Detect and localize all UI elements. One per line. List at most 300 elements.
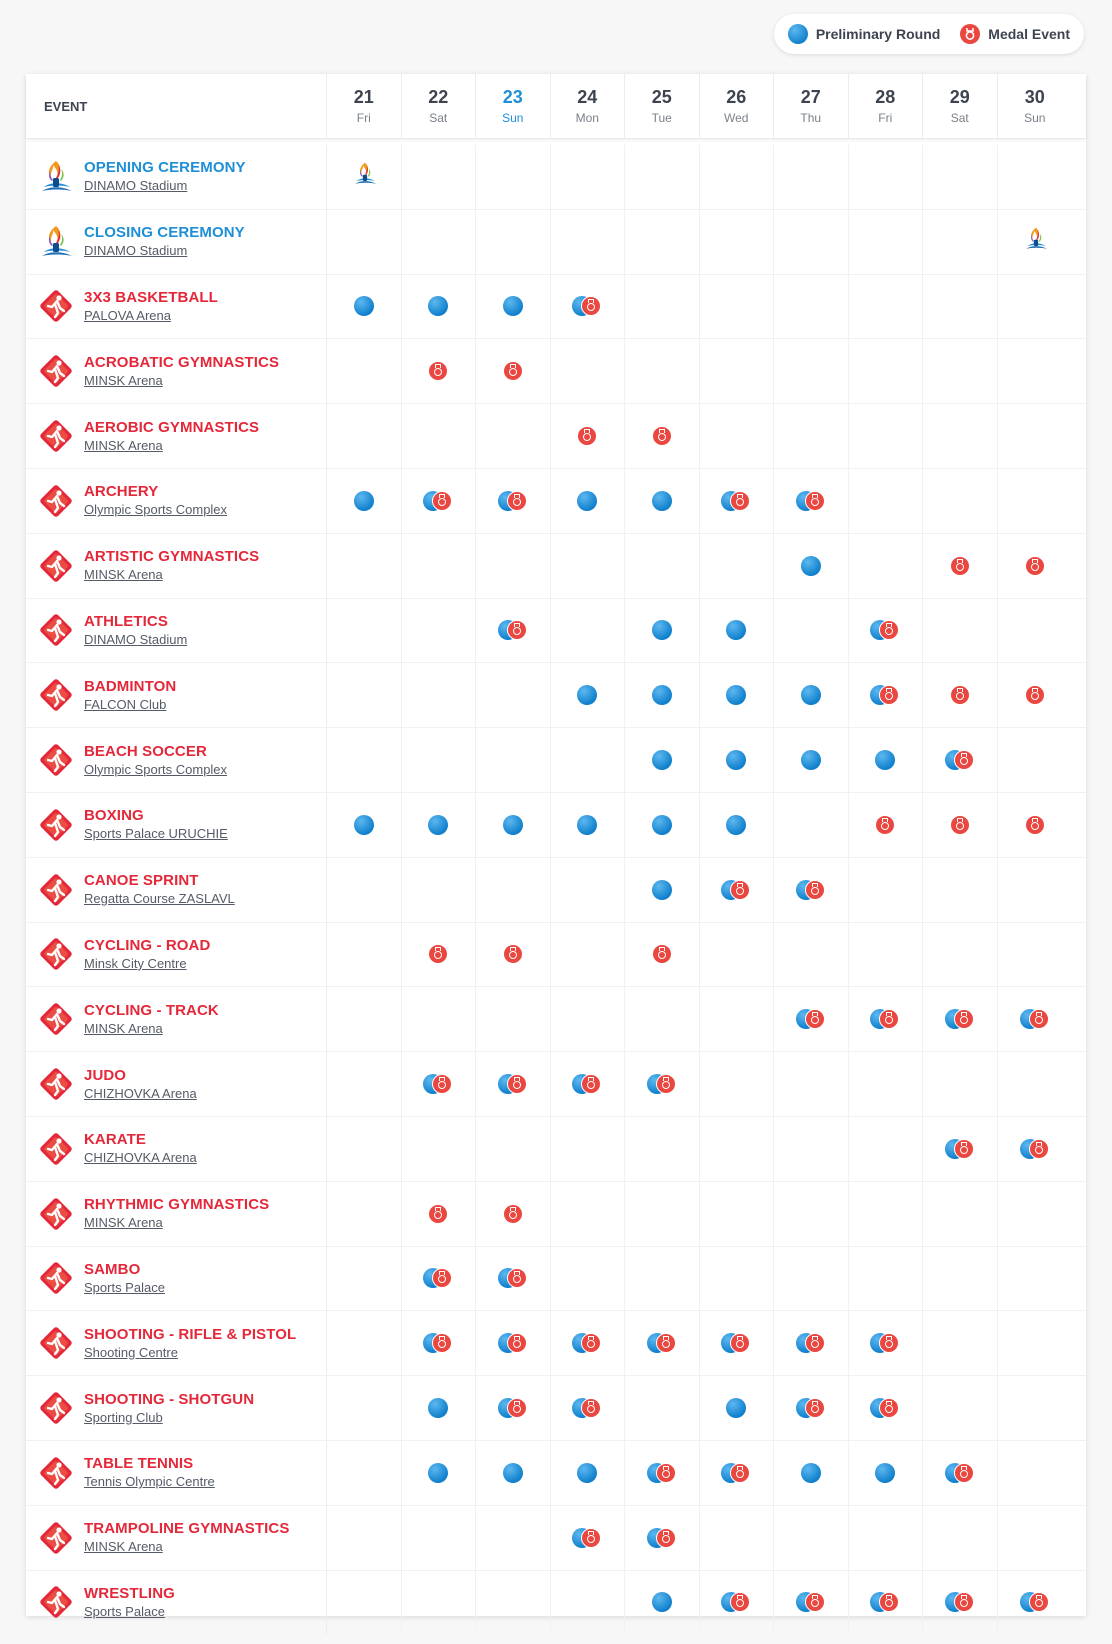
day-cell-23 bbox=[476, 534, 551, 598]
day-cell-25 bbox=[625, 1376, 700, 1440]
sport-pictogram-icon bbox=[36, 934, 76, 974]
medal-icon bbox=[581, 1333, 601, 1353]
day-cell-25 bbox=[625, 858, 700, 922]
venue-link[interactable]: MINSK Arena bbox=[84, 1020, 163, 1036]
day-number: 30 bbox=[1024, 87, 1045, 107]
preliminary-and-medal-marker[interactable] bbox=[869, 1008, 901, 1030]
day-cell-28 bbox=[849, 1376, 924, 1440]
table-row bbox=[26, 923, 1086, 988]
medal-icon bbox=[1025, 556, 1045, 576]
event-name[interactable]: SHOOTING - RIFLE & PISTOL bbox=[84, 1325, 297, 1343]
preliminary-and-medal-marker[interactable] bbox=[571, 1073, 603, 1095]
day-cell-28 bbox=[849, 858, 924, 922]
preliminary-and-medal-marker[interactable] bbox=[422, 1332, 454, 1354]
day-number: 25 bbox=[651, 87, 672, 107]
medal-marker[interactable] bbox=[1019, 684, 1051, 706]
event-name[interactable]: ARTISTIC GYMNASTICS bbox=[84, 548, 260, 566]
schedule-table bbox=[26, 74, 1086, 1619]
preliminary-marker[interactable] bbox=[795, 749, 827, 771]
table-row bbox=[26, 987, 1086, 1052]
event-cell bbox=[26, 728, 327, 792]
event-cell bbox=[26, 275, 327, 339]
day-cell-27 bbox=[774, 1506, 849, 1570]
preliminary-dot-icon bbox=[577, 1463, 597, 1483]
day-cell-24 bbox=[551, 275, 626, 339]
event-name[interactable]: SHOOTING - SHOTGUN bbox=[84, 1390, 255, 1408]
day-header-26 bbox=[700, 74, 775, 138]
day-cell-22 bbox=[402, 534, 477, 598]
preliminary-and-medal-marker[interactable] bbox=[795, 879, 827, 901]
day-number: 29 bbox=[949, 87, 970, 107]
day-cell-23 bbox=[476, 1247, 551, 1311]
day-cell-22 bbox=[402, 145, 477, 209]
day-cell-27 bbox=[774, 1247, 849, 1311]
medal-icon bbox=[960, 24, 980, 44]
day-weekday: Thu bbox=[800, 111, 822, 125]
event-name[interactable]: TABLE TENNIS bbox=[84, 1455, 194, 1473]
venue-link[interactable]: Sporting Club bbox=[84, 1409, 163, 1425]
preliminary-and-medal-marker[interactable] bbox=[497, 1073, 529, 1095]
event-name[interactable]: CANOE SPRINT bbox=[84, 872, 199, 890]
day-header-29 bbox=[923, 74, 998, 138]
sport-pictogram-icon bbox=[36, 675, 76, 715]
preliminary-and-medal-marker[interactable] bbox=[422, 1073, 454, 1095]
medal-marker[interactable] bbox=[422, 943, 454, 965]
preliminary-and-medal-marker[interactable] bbox=[422, 1267, 454, 1289]
medal-icon bbox=[954, 1009, 974, 1029]
medal-icon bbox=[581, 1528, 601, 1548]
event-cell bbox=[26, 404, 327, 468]
event-name[interactable]: ATHLETICS bbox=[84, 612, 168, 630]
day-cell-30 bbox=[998, 145, 1073, 209]
event-cell bbox=[26, 1117, 327, 1181]
day-cell-27 bbox=[774, 663, 849, 727]
medal-marker[interactable] bbox=[497, 360, 529, 382]
venue-link[interactable]: Sports Palace bbox=[84, 1279, 165, 1295]
preliminary-and-medal-marker[interactable] bbox=[497, 1397, 529, 1419]
day-cell-25 bbox=[625, 1441, 700, 1505]
preliminary-marker[interactable] bbox=[720, 1397, 752, 1419]
day-cell-26 bbox=[700, 923, 775, 987]
day-cell-30 bbox=[998, 793, 1073, 857]
day-cell-27 bbox=[774, 404, 849, 468]
preliminary-and-medal-marker[interactable] bbox=[1019, 1008, 1051, 1030]
preliminary-marker[interactable] bbox=[720, 619, 752, 641]
day-cell-25 bbox=[625, 1311, 700, 1375]
day-cell-26 bbox=[700, 275, 775, 339]
day-cell-26 bbox=[700, 1376, 775, 1440]
venue-link[interactable]: MINSK Arena bbox=[84, 1539, 163, 1555]
day-cell-21 bbox=[327, 663, 402, 727]
ceremony-icon bbox=[1022, 225, 1048, 259]
medal-marker[interactable] bbox=[944, 684, 976, 706]
preliminary-dot-icon bbox=[726, 620, 746, 640]
venue-link[interactable]: DINAMO Stadium bbox=[84, 631, 188, 647]
medal-icon bbox=[581, 296, 601, 316]
venue-link[interactable]: MINSK Arena bbox=[84, 567, 163, 583]
preliminary-and-medal-marker[interactable] bbox=[944, 1462, 976, 1484]
venue-link[interactable]: MINSK Arena bbox=[84, 1215, 163, 1231]
venue-link[interactable]: MINSK Arena bbox=[84, 372, 163, 388]
event-name[interactable]: BADMINTON bbox=[84, 677, 177, 695]
medal-marker[interactable] bbox=[571, 425, 603, 447]
medal-marker[interactable] bbox=[1019, 814, 1051, 836]
preliminary-marker[interactable] bbox=[497, 814, 529, 836]
venue-link[interactable]: FALCON Club bbox=[84, 696, 167, 712]
day-cell-29 bbox=[923, 404, 998, 468]
day-cell-22 bbox=[402, 339, 477, 403]
medal-icon bbox=[581, 1074, 601, 1094]
event-name[interactable]: ACROBATIC GYMNASTICS bbox=[84, 353, 280, 371]
medal-icon bbox=[1025, 685, 1045, 705]
day-cell-25 bbox=[625, 987, 700, 1051]
preliminary-marker[interactable] bbox=[571, 814, 603, 836]
day-cell-24 bbox=[551, 858, 626, 922]
medal-icon bbox=[879, 685, 899, 705]
event-name[interactable]: CYCLING - ROAD bbox=[84, 936, 211, 954]
medal-marker[interactable] bbox=[497, 1203, 529, 1225]
preliminary-and-medal-marker[interactable] bbox=[646, 1332, 678, 1354]
event-column-header: EVENT bbox=[26, 74, 327, 138]
preliminary-marker[interactable] bbox=[869, 1462, 901, 1484]
day-cell-22 bbox=[402, 1182, 477, 1246]
day-cell-24 bbox=[551, 1182, 626, 1246]
preliminary-marker[interactable] bbox=[348, 490, 380, 512]
day-cell-24 bbox=[551, 663, 626, 727]
preliminary-and-medal-marker[interactable] bbox=[497, 619, 529, 641]
day-header-24 bbox=[551, 74, 626, 138]
medal-icon bbox=[507, 491, 527, 511]
sport-pictogram-icon bbox=[36, 1323, 76, 1363]
day-cell-25 bbox=[625, 275, 700, 339]
event-cell bbox=[26, 1311, 327, 1375]
day-cell-30 bbox=[998, 1441, 1073, 1505]
preliminary-marker[interactable] bbox=[348, 814, 380, 836]
day-cell-30 bbox=[998, 1247, 1073, 1311]
day-cell-28 bbox=[849, 339, 924, 403]
table-row bbox=[26, 534, 1086, 599]
day-cell-29 bbox=[923, 1311, 998, 1375]
venue-link[interactable]: Regatta Course ZASLAVL bbox=[84, 891, 235, 907]
preliminary-marker[interactable] bbox=[571, 1462, 603, 1484]
preliminary-dot-icon bbox=[652, 1592, 672, 1612]
preliminary-and-medal-marker[interactable] bbox=[869, 1332, 901, 1354]
day-cell-29 bbox=[923, 858, 998, 922]
venue-link[interactable]: DINAMO Stadium bbox=[84, 178, 188, 194]
preliminary-dot-icon bbox=[577, 815, 597, 835]
day-cell-23 bbox=[476, 1506, 551, 1570]
medal-icon bbox=[507, 1074, 527, 1094]
day-cell-27 bbox=[774, 1311, 849, 1375]
legend-preliminary-label: Preliminary Round bbox=[815, 26, 941, 42]
day-cell-26 bbox=[700, 793, 775, 857]
venue-link[interactable]: Olympic Sports Complex bbox=[84, 502, 228, 518]
event-name[interactable]: JUDO bbox=[84, 1066, 127, 1084]
medal-icon bbox=[503, 1204, 523, 1224]
day-cell-23 bbox=[476, 275, 551, 339]
venue-link[interactable]: Minsk City Centre bbox=[84, 955, 187, 971]
day-cell-27 bbox=[774, 210, 849, 274]
medal-marker[interactable] bbox=[422, 1203, 454, 1225]
day-cell-28 bbox=[849, 923, 924, 987]
sport-pictogram-icon bbox=[36, 999, 76, 1039]
preliminary-dot-icon bbox=[652, 620, 672, 640]
day-cell-25 bbox=[625, 793, 700, 857]
preliminary-and-medal-marker[interactable] bbox=[795, 1397, 827, 1419]
preliminary-and-medal-marker[interactable] bbox=[571, 1527, 603, 1549]
preliminary-marker[interactable] bbox=[348, 295, 380, 317]
event-name[interactable]: 3X3 BASKETBALL bbox=[84, 288, 218, 306]
event-name[interactable]: TRAMPOLINE GYMNASTICS bbox=[84, 1520, 290, 1538]
preliminary-and-medal-marker[interactable] bbox=[646, 1073, 678, 1095]
day-cell-27 bbox=[774, 987, 849, 1051]
sport-pictogram-icon bbox=[36, 1129, 76, 1169]
day-cell-22 bbox=[402, 663, 477, 727]
day-cell-26 bbox=[700, 599, 775, 663]
preliminary-and-medal-marker[interactable] bbox=[646, 1462, 678, 1484]
day-cell-26 bbox=[700, 1052, 775, 1116]
day-cell-21 bbox=[327, 987, 402, 1051]
venue-link[interactable]: MINSK Arena bbox=[84, 437, 163, 453]
sport-pictogram-icon bbox=[36, 1258, 76, 1298]
preliminary-marker[interactable] bbox=[422, 1397, 454, 1419]
venue-link[interactable]: CHIZHOVKA Arena bbox=[84, 1150, 197, 1166]
day-cell-21 bbox=[327, 145, 402, 209]
preliminary-and-medal-marker[interactable] bbox=[1019, 1138, 1051, 1160]
preliminary-dot-icon bbox=[875, 750, 895, 770]
preliminary-marker[interactable] bbox=[422, 295, 454, 317]
medal-marker[interactable] bbox=[944, 555, 976, 577]
sport-pictogram-icon bbox=[36, 1194, 76, 1234]
event-cell bbox=[26, 339, 327, 403]
venue-link[interactable]: Tennis Olympic Centre bbox=[84, 1474, 215, 1490]
preliminary-dot-icon bbox=[726, 750, 746, 770]
preliminary-marker[interactable] bbox=[646, 879, 678, 901]
preliminary-and-medal-marker[interactable] bbox=[795, 1332, 827, 1354]
day-cell-23 bbox=[476, 145, 551, 209]
event-name[interactable]: AEROBIC GYMNASTICS bbox=[84, 418, 260, 436]
preliminary-and-medal-marker[interactable] bbox=[944, 1138, 976, 1160]
preliminary-and-medal-marker[interactable] bbox=[795, 1591, 827, 1613]
medal-marker[interactable] bbox=[1019, 555, 1051, 577]
preliminary-and-medal-marker[interactable] bbox=[646, 1527, 678, 1549]
preliminary-and-medal-marker[interactable] bbox=[869, 684, 901, 706]
torch-flame-icon bbox=[36, 157, 76, 197]
preliminary-dot-icon bbox=[652, 685, 672, 705]
day-cell-24 bbox=[551, 1506, 626, 1570]
preliminary-and-medal-marker[interactable] bbox=[869, 1397, 901, 1419]
day-header-27 bbox=[774, 74, 849, 138]
day-cell-23 bbox=[476, 663, 551, 727]
preliminary-and-medal-marker[interactable] bbox=[944, 749, 976, 771]
day-number: 21 bbox=[353, 87, 374, 107]
preliminary-dot-icon bbox=[354, 296, 374, 316]
medal-marker[interactable] bbox=[944, 814, 976, 836]
preliminary-marker[interactable] bbox=[646, 619, 678, 641]
preliminary-and-medal-marker[interactable] bbox=[497, 1267, 529, 1289]
preliminary-marker[interactable] bbox=[422, 1462, 454, 1484]
event-name[interactable]: OPENING CEREMONY bbox=[84, 159, 246, 177]
preliminary-marker[interactable] bbox=[795, 684, 827, 706]
medal-marker[interactable] bbox=[869, 814, 901, 836]
event-name[interactable]: RHYTHMIC GYMNASTICS bbox=[84, 1196, 270, 1214]
preliminary-dot-icon bbox=[428, 815, 448, 835]
table-row bbox=[26, 145, 1086, 210]
day-weekday: Sat bbox=[429, 111, 448, 125]
medal-icon bbox=[730, 1463, 750, 1483]
preliminary-marker[interactable] bbox=[720, 684, 752, 706]
table-row bbox=[26, 663, 1086, 728]
preliminary-dot-icon bbox=[801, 750, 821, 770]
day-cell-30 bbox=[998, 987, 1073, 1051]
preliminary-marker[interactable] bbox=[646, 490, 678, 512]
sport-pictogram-icon bbox=[36, 610, 76, 650]
preliminary-marker[interactable] bbox=[497, 295, 529, 317]
venue-link[interactable]: Shooting Centre bbox=[84, 1344, 178, 1360]
preliminary-marker[interactable] bbox=[497, 1462, 529, 1484]
medal-marker[interactable] bbox=[646, 425, 678, 447]
event-cell bbox=[26, 534, 327, 598]
legend-medal-label: Medal Event bbox=[988, 26, 1070, 42]
day-cell-27 bbox=[774, 923, 849, 987]
day-cell-21 bbox=[327, 339, 402, 403]
day-cell-21 bbox=[327, 1311, 402, 1375]
venue-link[interactable]: CHIZHOVKA Arena bbox=[84, 1085, 197, 1101]
venue-link[interactable]: PALOVA Arena bbox=[84, 307, 171, 323]
day-cell-22 bbox=[402, 987, 477, 1051]
preliminary-and-medal-marker[interactable] bbox=[720, 1591, 752, 1613]
preliminary-and-medal-marker[interactable] bbox=[795, 490, 827, 512]
medal-icon bbox=[805, 491, 825, 511]
sport-pictogram-icon bbox=[36, 1582, 76, 1622]
medal-icon bbox=[805, 880, 825, 900]
venue-link[interactable]: Olympic Sports Complex bbox=[84, 761, 228, 777]
day-cell-29 bbox=[923, 145, 998, 209]
preliminary-marker[interactable] bbox=[869, 749, 901, 771]
medal-icon bbox=[875, 815, 895, 835]
event-cell bbox=[26, 663, 327, 727]
day-cell-21 bbox=[327, 469, 402, 533]
day-cell-27 bbox=[774, 1052, 849, 1116]
table-row bbox=[26, 275, 1086, 340]
preliminary-and-medal-marker[interactable] bbox=[422, 490, 454, 512]
event-name[interactable]: CLOSING CEREMONY bbox=[84, 224, 245, 242]
preliminary-marker[interactable] bbox=[646, 749, 678, 771]
sport-pictogram-icon bbox=[36, 1518, 76, 1558]
day-cell-27 bbox=[774, 339, 849, 403]
medal-icon bbox=[954, 1592, 974, 1612]
preliminary-marker[interactable] bbox=[571, 684, 603, 706]
day-cell-23 bbox=[476, 1182, 551, 1246]
table-row bbox=[26, 1571, 1086, 1635]
medal-icon bbox=[954, 1463, 974, 1483]
day-weekday: Tue bbox=[651, 111, 672, 125]
preliminary-and-medal-marker[interactable] bbox=[571, 295, 603, 317]
day-cell-23 bbox=[476, 1571, 551, 1635]
venue-link[interactable]: Sports Palace URUCHIE bbox=[84, 826, 228, 842]
preliminary-and-medal-marker[interactable] bbox=[720, 1462, 752, 1484]
preliminary-marker[interactable] bbox=[646, 1591, 678, 1613]
preliminary-and-medal-marker[interactable] bbox=[720, 1332, 752, 1354]
day-cell-28 bbox=[849, 663, 924, 727]
preliminary-and-medal-marker[interactable] bbox=[869, 1591, 901, 1613]
day-cell-23 bbox=[476, 858, 551, 922]
medal-marker[interactable] bbox=[497, 943, 529, 965]
day-cell-22 bbox=[402, 404, 477, 468]
medal-marker[interactable] bbox=[422, 360, 454, 382]
medal-icon bbox=[954, 1139, 974, 1159]
medal-marker[interactable] bbox=[646, 943, 678, 965]
venue-link[interactable]: Sports Palace bbox=[84, 1603, 165, 1619]
preliminary-marker[interactable] bbox=[571, 490, 603, 512]
preliminary-and-medal-marker[interactable] bbox=[720, 490, 752, 512]
venue-link[interactable]: DINAMO Stadium bbox=[84, 243, 188, 259]
day-cell-21 bbox=[327, 275, 402, 339]
day-cell-21 bbox=[327, 858, 402, 922]
sport-pictogram-icon bbox=[36, 416, 76, 456]
event-name[interactable]: CYCLING - TRACK bbox=[84, 1001, 219, 1019]
table-header bbox=[26, 74, 1086, 139]
day-cell-29 bbox=[923, 923, 998, 987]
preliminary-dot-icon bbox=[354, 815, 374, 835]
preliminary-dot-icon bbox=[801, 556, 821, 576]
day-cell-26 bbox=[700, 1506, 775, 1570]
event-name[interactable]: WRESTLING bbox=[84, 1584, 175, 1602]
event-name[interactable]: SAMBO bbox=[84, 1260, 141, 1278]
preliminary-marker[interactable] bbox=[795, 1462, 827, 1484]
medal-icon bbox=[879, 620, 899, 640]
day-cell-22 bbox=[402, 793, 477, 857]
preliminary-marker[interactable] bbox=[795, 555, 827, 577]
event-name[interactable]: BEACH SOCCER bbox=[84, 742, 207, 760]
preliminary-and-medal-marker[interactable] bbox=[869, 619, 901, 641]
medal-icon bbox=[730, 880, 750, 900]
day-cell-29 bbox=[923, 534, 998, 598]
medal-icon bbox=[730, 1592, 750, 1612]
preliminary-marker[interactable] bbox=[422, 814, 454, 836]
event-name[interactable]: ARCHERY bbox=[84, 483, 159, 501]
event-name[interactable]: BOXING bbox=[84, 807, 144, 825]
day-cell-28 bbox=[849, 1117, 924, 1181]
medal-icon bbox=[1029, 1139, 1049, 1159]
preliminary-marker[interactable] bbox=[720, 749, 752, 771]
day-cell-27 bbox=[774, 1571, 849, 1635]
day-cell-29 bbox=[923, 663, 998, 727]
preliminary-and-medal-marker[interactable] bbox=[571, 1397, 603, 1419]
day-cell-28 bbox=[849, 1247, 924, 1311]
preliminary-marker[interactable] bbox=[646, 684, 678, 706]
day-cell-30 bbox=[998, 858, 1073, 922]
medal-icon bbox=[432, 1074, 452, 1094]
day-cell-23 bbox=[476, 728, 551, 792]
preliminary-and-medal-marker[interactable] bbox=[944, 1008, 976, 1030]
preliminary-and-medal-marker[interactable] bbox=[1019, 1591, 1051, 1613]
event-name[interactable]: KARATE bbox=[84, 1131, 146, 1149]
table-row bbox=[26, 1182, 1086, 1247]
day-cell-24 bbox=[551, 728, 626, 792]
preliminary-and-medal-marker[interactable] bbox=[571, 1332, 603, 1354]
preliminary-and-medal-marker[interactable] bbox=[497, 490, 529, 512]
preliminary-and-medal-marker[interactable] bbox=[795, 1008, 827, 1030]
preliminary-and-medal-marker[interactable] bbox=[720, 879, 752, 901]
preliminary-marker[interactable] bbox=[646, 814, 678, 836]
day-cell-25 bbox=[625, 1117, 700, 1181]
preliminary-and-medal-marker[interactable] bbox=[944, 1591, 976, 1613]
preliminary-and-medal-marker[interactable] bbox=[497, 1332, 529, 1354]
event-cell bbox=[26, 923, 327, 987]
preliminary-marker[interactable] bbox=[720, 814, 752, 836]
day-cell-23 bbox=[476, 599, 551, 663]
